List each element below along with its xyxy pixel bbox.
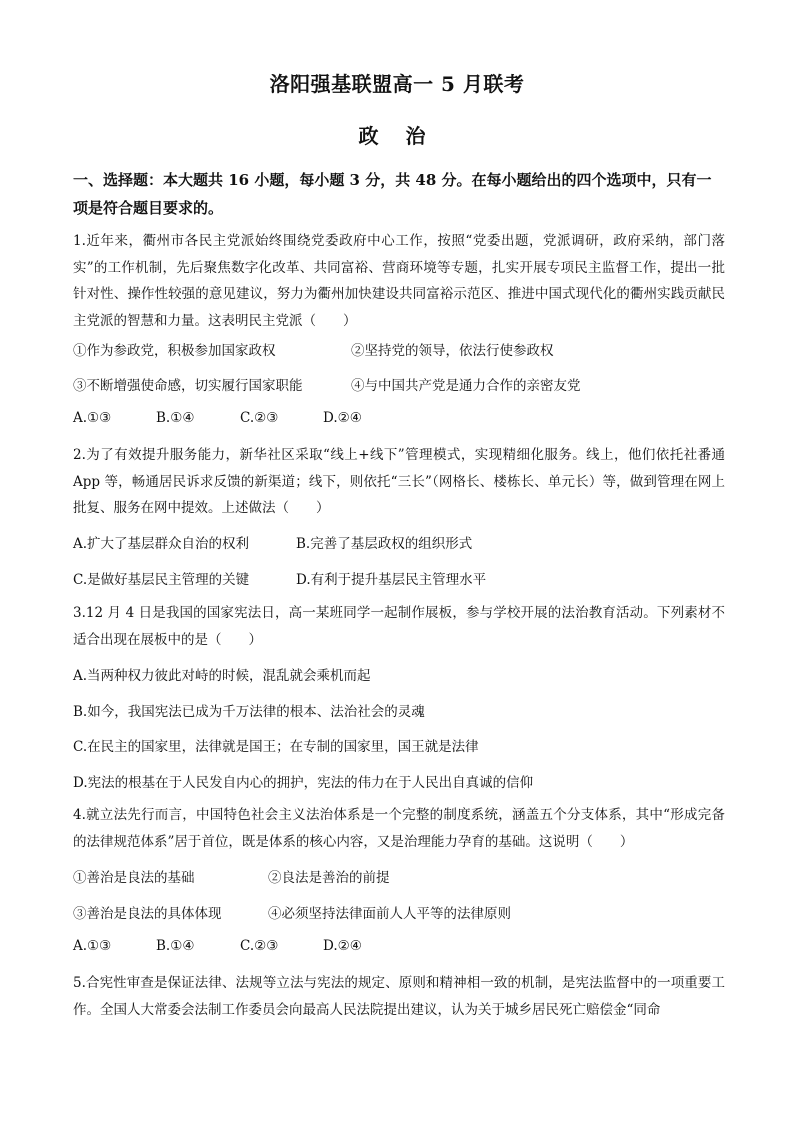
q4-statement-2: ②良法是善治的前提 [268, 870, 390, 886]
q4-statement-4: ④必须坚持法律面前人人平等的法律原则 [268, 906, 511, 922]
section-heading: 一、选择题：本大题共 16 小题，每小题 3 分，共 48 分。在每小题给出的四个选项中，只有一项是符合题目要求的。 [73, 171, 712, 217]
question-3-stem: 3.12 月 4 日是我国的国家宪法日，高一某班同学一起制作展板，参与学校开展的法治教育活动。下列素材不适合出现在展板中的是（ ） [73, 605, 725, 648]
exam-title: 洛阳强基联盟高一 5 月联考 [269, 72, 525, 96]
q3-option-d: D.宪法的根基在于人民发自内心的拥护，宪法的伟力在于人民出自真诚的信仰 [73, 775, 534, 791]
q1-statement-3: ③不断增强使命感，切实履行国家职能 [73, 378, 303, 394]
q3-option-b: B.如今，我国宪法已成为千万法律的根本、法治社会的灵魂 [73, 704, 425, 720]
subject-title: 政 治 [358, 124, 436, 148]
q1-option-d: D.②④ [323, 410, 362, 426]
question-5-stem: 5.合宪性审查是保证法律、法规等立法与宪法的规定、原则和精神相一致的机制，是宪法监督中的一项重要工作。全国人大常委会法制工作委员会向最高人民法院提出建议，认为关于城乡居民死亡赔偿金“同命 [73, 975, 725, 1018]
q2-option-a: A.扩大了基层群众自治的权利 [73, 536, 250, 552]
q2-option-c: C.是做好基层民主管理的关键 [73, 572, 250, 588]
q4-option-d: D.②④ [323, 938, 362, 954]
q4-option-c: C.②③ [240, 938, 279, 954]
q2-option-d: D.有利于提升基层民主管理水平 [296, 572, 487, 588]
q4-option-b: B.①④ [156, 938, 195, 954]
question-2-stem: 2.为了有效提升服务能力，新华社区采取“线上+线下”管理模式，实现精细化服务。线上，他们依托社番通 App 等，畅通居民诉求反馈的新渠道；线下，则依托“三长”（网格长、楼栋长、单元长）等，做到管理在网上批复、服务在网中提效。上述做法（ ） [73, 447, 725, 516]
q1-statement-2: ②坚持党的领导，依法行使参政权 [351, 343, 554, 359]
question-4-stem: 4.就立法先行而言，中国特色社会主义法治体系是一个完整的制度系统，涵盖五个分支体系，其中“形成完备的法律规范体系”居于首位，既是体系的核心内容，又是治理能力孕育的基础。这说明（ ） [73, 807, 725, 850]
q1-option-a: A.①③ [73, 410, 112, 426]
question-1-stem: 1.近年来，衢州市各民主党派始终围绕党委政府中心工作，按照“党委出题，党派调研，政府采纳，部门落实”的工作机制，先后聚焦数字化改革、共同富裕、营商环境等专题，扎实开展专项民主监督工作，提出一批针对性、操作性较强的意见建议，努力为衢州加快建设共同富裕示范区、推进中国式现代化的衢州实践贡献民主党派的智慧和力量。这表明民主党派（ ） [73, 233, 725, 329]
q2-option-b: B.完善了基层政权的组织形式 [296, 536, 473, 552]
q1-option-c: C.②③ [240, 410, 279, 426]
q1-option-b: B.①④ [156, 410, 195, 426]
q4-statement-1: ①善治是良法的基础 [73, 870, 195, 886]
q3-option-a: A.当两种权力彼此对峙的时候，混乱就会乘机而起 [73, 668, 371, 684]
q4-statement-3: ③善治是良法的具体体现 [73, 906, 222, 922]
q4-option-a: A.①③ [73, 938, 112, 954]
q1-statement-1: ①作为参政党，积极参加国家政权 [73, 343, 276, 359]
q3-option-c: C.在民主的国家里，法律就是国王；在专制的国家里，国王就是法律 [73, 739, 479, 755]
q1-statement-4: ④与中国共产党是通力合作的亲密友党 [351, 378, 581, 394]
